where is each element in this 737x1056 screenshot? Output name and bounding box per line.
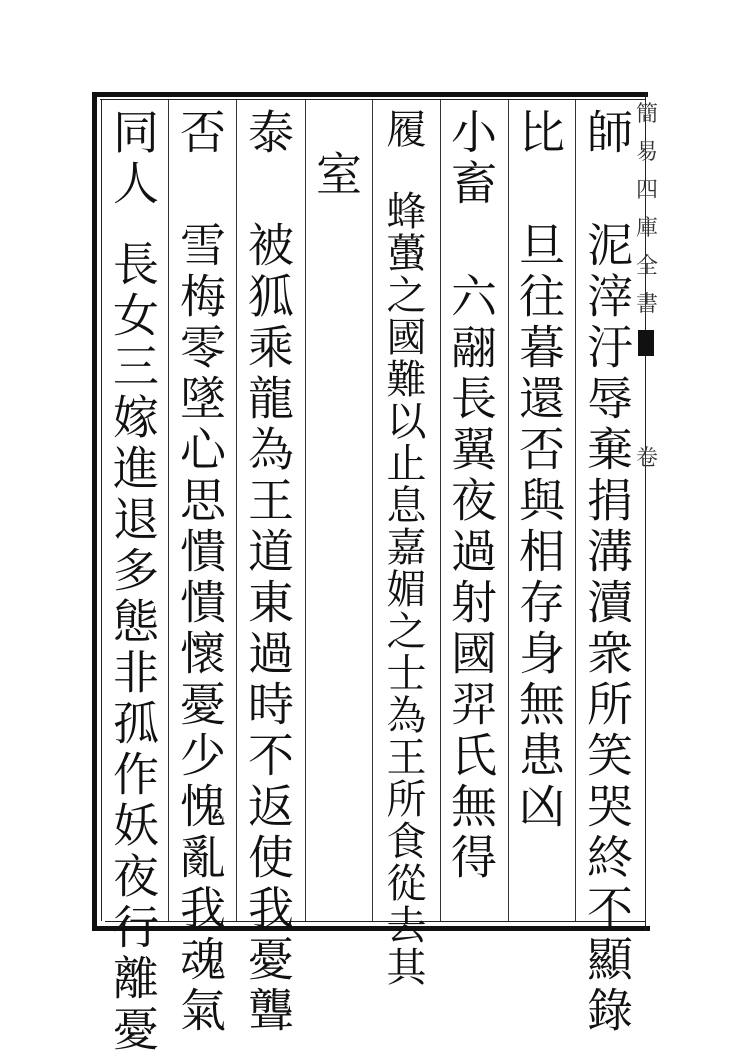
verse-text: 室 bbox=[309, 150, 363, 201]
text-column bbox=[444, 108, 498, 913]
hexagram-title: 同人 bbox=[106, 108, 160, 210]
hexagram-title: 履 bbox=[380, 108, 426, 150]
verse-text: 雪梅零墜心思憒憒懷憂少愧亂我魂氣 bbox=[173, 221, 227, 1037]
verse-text: 泥滓汙辱棄捐溝瀆衆所笑哭終不顯錄 bbox=[580, 221, 634, 1037]
text-column bbox=[309, 150, 363, 955]
fishtail-mark bbox=[638, 330, 654, 356]
verse-text: 六翮長翼夜過射國羿氏無得 bbox=[444, 272, 498, 884]
margin-char: 易 bbox=[635, 140, 658, 165]
column-divider bbox=[305, 100, 306, 921]
column-divider bbox=[372, 100, 373, 921]
top-border bbox=[92, 92, 648, 97]
verse-text: 旦往暮還否與相存身無患凶 bbox=[512, 221, 566, 833]
margin-char: 四 bbox=[635, 178, 658, 203]
column-divider bbox=[508, 100, 509, 921]
volume-label: 卷 bbox=[635, 446, 658, 471]
text-column bbox=[173, 108, 227, 1037]
hexagram-title: 師 bbox=[580, 108, 634, 159]
margin-char: 書 bbox=[635, 292, 658, 317]
text-column bbox=[106, 108, 160, 1056]
margin-char: 全 bbox=[635, 254, 658, 279]
hexagram-title: 比 bbox=[512, 108, 566, 159]
left-inner-border bbox=[101, 100, 102, 921]
column-divider bbox=[575, 100, 576, 921]
column-divider bbox=[236, 100, 237, 921]
verse-text: 蜂蠆之國難以止息嘉媚之士為王所食從去其 bbox=[380, 190, 426, 988]
hexagram-title: 小畜 bbox=[444, 108, 498, 210]
verse-text: 長女三嫁進退多態非孤作妖夜行離憂 bbox=[106, 240, 160, 1056]
verse-text: 被狐乘龍為王道東過時不返使我憂聾 bbox=[241, 221, 295, 1037]
text-column bbox=[512, 108, 566, 913]
hexagram-title: 否 bbox=[173, 108, 227, 159]
margin-char: 庫 bbox=[635, 216, 658, 241]
left-border bbox=[92, 92, 97, 931]
column-divider bbox=[440, 100, 441, 921]
text-column bbox=[241, 108, 295, 1037]
text-column bbox=[580, 108, 634, 1037]
column-divider bbox=[168, 100, 169, 921]
hexagram-title: 泰 bbox=[241, 108, 295, 159]
margin-char: 簡 bbox=[635, 102, 658, 127]
text-column bbox=[376, 108, 430, 988]
